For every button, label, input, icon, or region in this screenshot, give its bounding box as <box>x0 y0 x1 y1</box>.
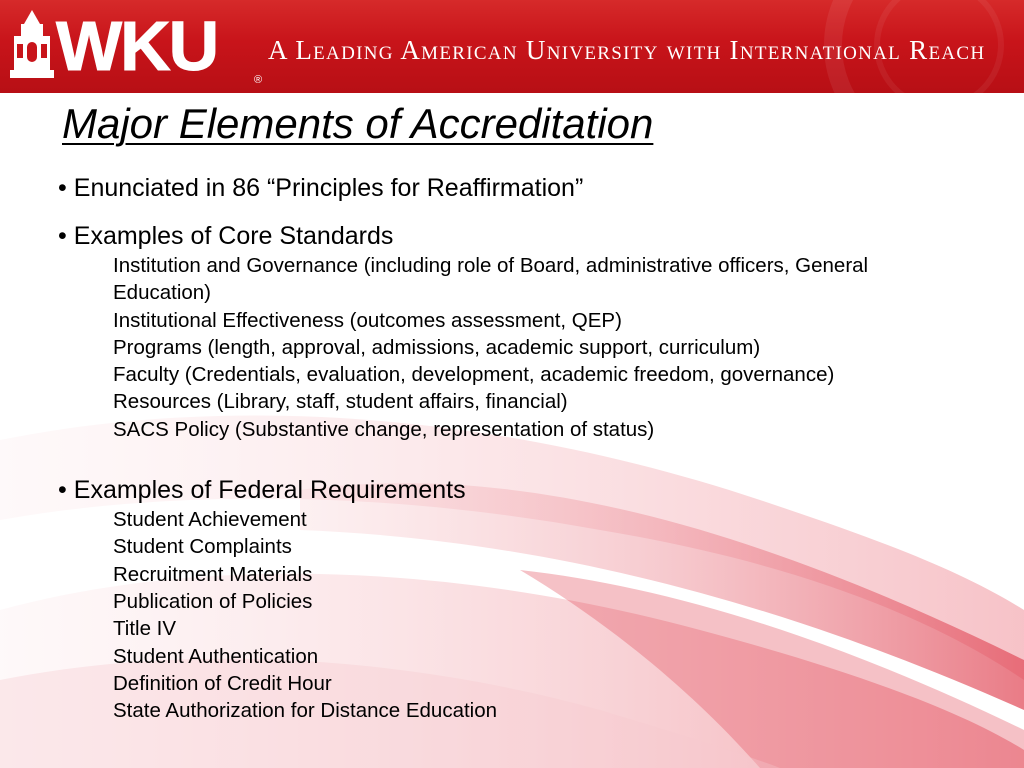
bullet-text: Examples of Core Standards <box>73 222 394 250</box>
bullet-principles <box>58 172 968 204</box>
bullet-core-standards <box>58 220 968 252</box>
list-item: Definition of Credit Hour <box>113 671 332 695</box>
list-item: Recruitment Materials <box>113 562 313 586</box>
bullet-dot: • <box>58 174 67 202</box>
list-item: Student Achievement <box>113 508 307 532</box>
bullet-text: Examples of Federal Requirements <box>73 476 466 505</box>
list-item: Resources (Library, staff, student affairs, financial) <box>113 390 568 414</box>
bullet-federal-requirements <box>58 474 968 506</box>
list-item: SACS Policy (Substantive change, representation of status) <box>113 417 655 441</box>
list-item: Student Authentication <box>113 644 319 668</box>
slide-content <box>58 172 968 724</box>
bullet-text: Enunciated in 86 “Principles for Reaffirmation” <box>73 174 584 202</box>
registered-mark: ® <box>254 74 263 86</box>
list-item: State Authorization for Distance Education <box>113 699 498 723</box>
list-item: Publication of Policies <box>113 589 313 613</box>
bullet-dot: • <box>58 476 67 505</box>
federal-requirements-list <box>113 506 968 724</box>
bullet-dot: • <box>58 222 67 250</box>
header-banner <box>0 0 1024 93</box>
list-item: Faculty (Credentials, evaluation, development, academic freedom, governance) <box>113 363 835 387</box>
list-item: Institutional Effectiveness (outcomes assessment, QEP) <box>113 308 622 332</box>
core-standards-list <box>113 252 968 443</box>
logo-text: WKU <box>56 7 218 85</box>
list-item: Student Complaints <box>113 535 292 559</box>
list-item: Institution and Governance (including role of Board, administrative officers, General Education) <box>113 254 869 305</box>
cupola-icon <box>10 10 54 78</box>
list-item: Title IV <box>113 617 177 641</box>
wku-logo <box>10 7 263 86</box>
list-item: Programs (length, approval, admissions, academic support, curriculum) <box>113 335 761 359</box>
slide-title: Major Elements of Accreditation <box>62 100 654 147</box>
tagline: A Leading American University with International Reach <box>268 35 986 65</box>
